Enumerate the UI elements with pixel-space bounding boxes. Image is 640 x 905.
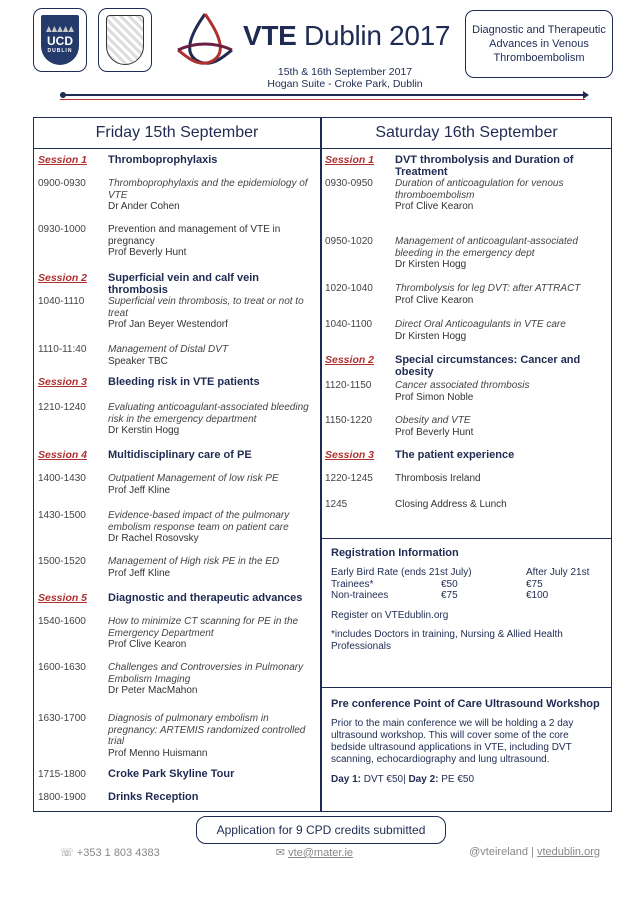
- talk: [395, 415, 605, 438]
- time-slot: 1630-1700: [38, 713, 86, 724]
- time-slot: 0950-1020: [325, 236, 373, 247]
- talk-title: Superficial vein thrombosis, to treat or not to treat: [108, 296, 304, 319]
- programme-grid: [33, 117, 612, 812]
- crest-icon: [106, 15, 144, 65]
- speaker: Dr Kirsten Hogg: [395, 259, 467, 270]
- talk: [108, 178, 318, 213]
- talk: [108, 662, 318, 697]
- registration-note: *includes Doctors in training, Nursing & Allied Health Professionals: [331, 628, 563, 652]
- register-text: Register on VTEdublin.org: [331, 609, 449, 621]
- session-title: The patient experience: [395, 449, 515, 461]
- session-label: Session 4: [38, 449, 88, 461]
- crest-logo: [98, 8, 152, 72]
- session-title: DVT thrombolysis and Duration of Treatment: [395, 154, 574, 178]
- phone-text: ☏ +353 1 803 4383: [60, 847, 160, 859]
- topic-box: Diagnostic and Therapeutic Advances in Venous Thromboembolism: [465, 10, 613, 78]
- session-title: Multidisciplinary care of PE: [108, 449, 252, 461]
- registration-heading: Registration Information: [331, 547, 459, 559]
- session-title: Drinks Reception: [108, 791, 199, 803]
- talk-title: How to minimize CT scanning for PE in the Emergency Department: [108, 616, 299, 639]
- speaker: Prof Clive Kearon: [395, 294, 474, 306]
- ucd-logo: [33, 8, 87, 72]
- pocus-body: Prior to the main conference we will be holding a 2 day ultrasound workshop. This will cover some of the core bedside ultrasound applications in VTE, including DVT scanning, echocardiography and lung ultrasound.: [331, 718, 574, 765]
- saturday-heading: Saturday 16th September: [321, 118, 612, 149]
- footer: [60, 846, 600, 859]
- time-slot: 0930-0950: [325, 178, 373, 189]
- item-text: Thrombosis Ireland: [395, 473, 481, 484]
- talk-title: Management of High risk PE in the ED: [108, 556, 280, 567]
- session-label: Session 1: [38, 154, 88, 166]
- pocus-workshop-box: [321, 690, 612, 794]
- ucd-logo-text: UCD: [47, 34, 73, 48]
- time-slot: 1040-1100: [325, 319, 373, 330]
- session-label: Session 5: [38, 592, 88, 604]
- talk: [108, 296, 318, 331]
- talk-title: Obesity and VTE: [395, 415, 471, 426]
- conference-title: VTE Dublin 2017: [243, 20, 451, 51]
- time-slot: 1430-1500: [38, 510, 86, 521]
- speaker: Prof Beverly Hunt: [108, 247, 187, 258]
- talk: [395, 319, 605, 342]
- session-title: Bleeding risk in VTE patients: [108, 376, 260, 388]
- talk-title: Prevention and management of VTE in pregnancy: [108, 224, 281, 247]
- session-title: Croke Park Skyline Tour: [108, 768, 235, 780]
- pocus-heading: Pre conference Point of Care Ultrasound Workshop: [331, 698, 600, 710]
- speaker: Dr Kerstin Hogg: [108, 425, 180, 436]
- speaker: Prof Simon Noble: [395, 391, 474, 403]
- conference-dates: [240, 66, 450, 90]
- speaker: Prof Beverly Hunt: [395, 426, 474, 438]
- talk: [395, 236, 605, 271]
- time-slot: 1210-1240: [38, 402, 86, 413]
- time-slot: 1020-1040: [325, 283, 373, 294]
- time-slot: 1245: [325, 499, 348, 510]
- talk: [108, 713, 318, 759]
- header-divider: [60, 94, 585, 96]
- session-label: Session 2: [38, 272, 88, 284]
- talk-title: Cancer associated thrombosis: [395, 380, 530, 391]
- item-text: Closing Address & Lunch: [395, 499, 507, 510]
- talk-title: Evaluating anticoagulant-associated bleeding risk in the emergency department: [108, 402, 309, 425]
- email-contact: [276, 846, 353, 859]
- session-title: Special circumstances: Cancer and obesity: [395, 354, 581, 378]
- talk-title: Direct Oral Anticoagulants in VTE care: [395, 319, 566, 330]
- speaker: Prof Clive Kearon: [108, 639, 187, 650]
- speaker: Prof Menno Huismann: [108, 747, 208, 759]
- time-slot: 1040-1110: [38, 296, 85, 307]
- speaker: Dr Kirsten Hogg: [395, 330, 467, 342]
- speaker: Prof Jan Beyer Westendorf: [108, 319, 228, 330]
- session-title: Superficial vein and calf vein thrombosis: [108, 272, 259, 296]
- ucd-logo-subtext: DUBLIN: [47, 48, 73, 54]
- speaker: Dr Peter MacMahon: [108, 685, 198, 696]
- talk: [108, 402, 318, 437]
- talk-title: Management of anticoagulant-associated bleeding in the emergency dept: [395, 236, 578, 259]
- email-link[interactable]: vte@mater.ie: [288, 847, 354, 859]
- time-slot: 1110-11:40: [38, 344, 87, 355]
- time-slot: 1715-1800: [38, 769, 86, 780]
- talk-title: Thromboprophylaxis and the epidemiology of VTE: [108, 178, 308, 201]
- social-contact: [469, 846, 600, 859]
- time-slot: 1220-1245: [325, 473, 373, 484]
- ucd-shield-icon: [41, 15, 79, 65]
- talk-title: Management of Distal DVT: [108, 344, 229, 355]
- talk: [395, 283, 605, 306]
- time-slot: 1150-1220: [325, 415, 373, 426]
- time-slot: 1600-1630: [38, 662, 86, 673]
- talk-title: Challenges and Controversies in Pulmonary Embolism Imaging: [108, 662, 304, 685]
- dates-text: 15th & 16th September 2017: [277, 66, 413, 78]
- speaker: Prof Clive Kearon: [395, 201, 474, 212]
- talk: [108, 473, 318, 496]
- session-label: Session 1: [325, 154, 375, 166]
- talk: [108, 556, 318, 579]
- talk: [108, 224, 318, 259]
- talk-title: Thrombolysis for leg DVT: after ATTRACT: [395, 283, 581, 294]
- registration-box: [321, 538, 612, 688]
- time-slot: 0900-0930: [38, 178, 86, 189]
- session-label: Session 3: [325, 449, 375, 461]
- triquetra-logo-icon: [170, 10, 240, 70]
- talk: [395, 380, 605, 403]
- time-slot: 1400-1430: [38, 473, 86, 484]
- pocus-prices: Day 1: DVT €50| Day 2: PE €50: [331, 774, 475, 785]
- speaker: Prof Jeff Kline: [108, 567, 171, 579]
- speaker: Dr Ander Cohen: [108, 201, 180, 212]
- friday-heading: Friday 15th September: [34, 118, 320, 149]
- talk-title: Outpatient Management of low risk PE: [108, 473, 279, 484]
- talk-title: Diagnosis of pulmonary embolism in pregnancy: ARTEMIS randomized controlled trial: [108, 713, 306, 747]
- speaker: Speaker TBC: [108, 355, 168, 367]
- talk-title: Evidence-based impact of the pulmonary embolism response team on patient care: [108, 510, 290, 533]
- venue-text: Hogan Suite - Croke Park, Dublin: [267, 78, 423, 90]
- time-slot: 1120-1150: [325, 380, 372, 391]
- time-slot: 1500-1520: [38, 556, 86, 567]
- website-link[interactable]: vtedublin.org: [536, 846, 600, 858]
- talk: [395, 178, 605, 213]
- talk: [108, 344, 318, 367]
- session-label: Session 3: [38, 376, 88, 388]
- time-slot: 1540-1600: [38, 616, 86, 627]
- speaker: Prof Jeff Kline: [108, 484, 171, 496]
- talk-title: Duration of anticoagulation for venous thromboembolism: [395, 178, 564, 201]
- session-title: Diagnostic and therapeutic advances: [108, 592, 303, 604]
- talk: [108, 616, 318, 651]
- speaker: Dr Rachel Rosovsky: [108, 533, 199, 544]
- time-slot: 1800-1900: [38, 792, 86, 803]
- twitter-handle: @vteireland |: [469, 846, 537, 858]
- registration-rates: Early Bird Rate (ends 21st July) After July 21st Trainees* €50 €75 Non-trainees €75 €100: [331, 567, 590, 601]
- time-slot: 0930-1000: [38, 224, 86, 235]
- session-label: Session 2: [325, 354, 375, 366]
- talk: [108, 510, 318, 545]
- cpd-banner: Application for 9 CPD credits submitted: [196, 816, 446, 844]
- session-title: Thromboprophylaxis: [108, 154, 218, 166]
- mail-icon: ✉: [275, 847, 286, 859]
